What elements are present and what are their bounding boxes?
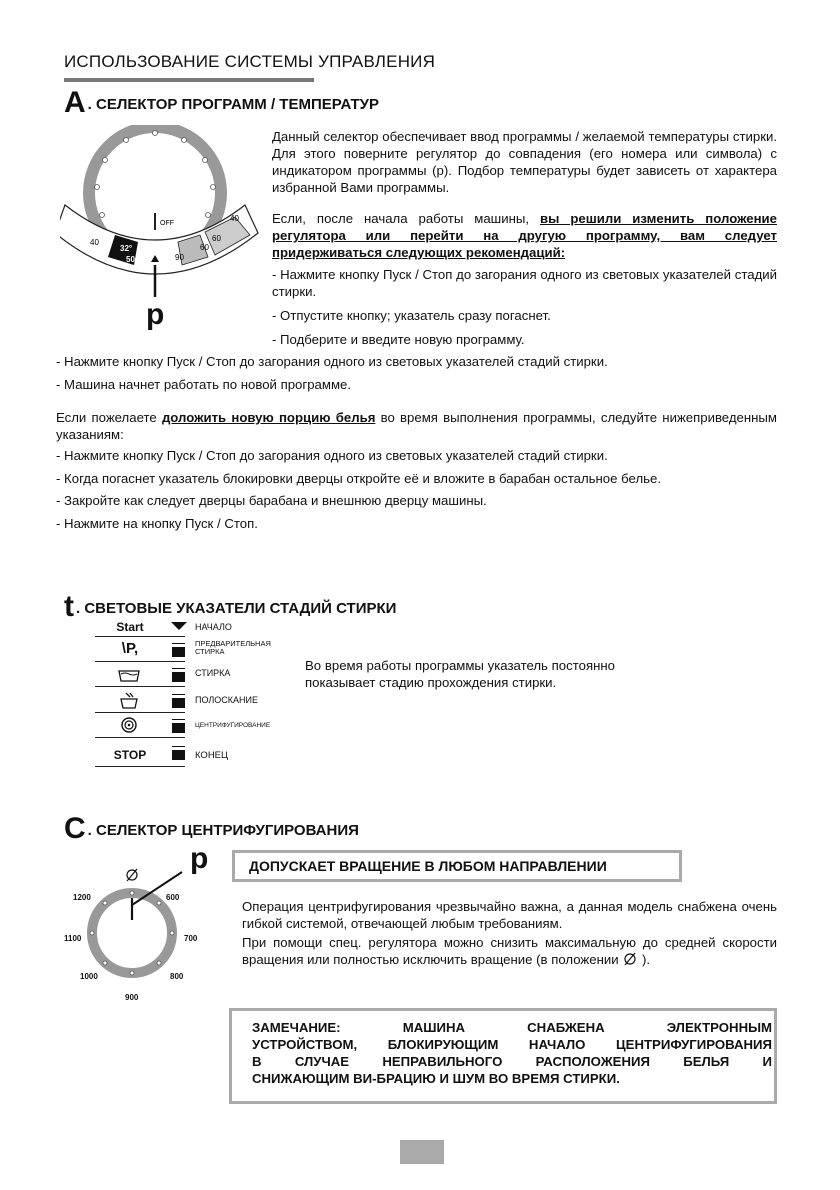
note-line-4: СНИЖАЮЩИМ ВИ-БРАЦИЮ И ШУМ ВО ВРЕМЯ СТИРКИ.	[252, 1071, 620, 1086]
prewash-icon: \P,	[121, 640, 139, 657]
section-c-para-2-text: При помощи спец. регулятора можно снизить максимальную до средней скорости вращения или полностью исключить вращение (в положении	[242, 935, 777, 967]
rinse-icon	[118, 691, 140, 709]
dial-label-60b: 60	[212, 234, 221, 243]
section-b-title: . СВЕТОВЫЕ УКАЗАТЕЛИ СТАДИЙ СТИРКИ	[76, 600, 397, 617]
section-b-description: Во время работы программы указатель постоянно показывает стадию прохождения стирки.	[305, 658, 615, 690]
stage-label-prewash: ПРЕДВАРИТЕЛЬНАЯ СТИРКА	[195, 639, 271, 656]
direction-box: ДОПУСКАЕТ ВРАЩЕНИЕ В ЛЮБОМ НАПРАВЛЕНИИ	[232, 850, 682, 882]
speed-label-800: 800	[170, 972, 184, 981]
note-line-3: В СЛУЧАЕ НЕПРАВИЛЬНОГО РАСПОЛОЖЕНИЯ БЕЛЬЯ И	[252, 1054, 772, 1069]
program-indicator-letter: p	[146, 298, 165, 331]
spin-lamp	[172, 723, 185, 733]
laundry-bullet-1: - Нажмите кнопку Пуск / Стоп до загорания одного из световых указателей стадий стирки.	[56, 448, 608, 463]
stage-label-wash: СТИРКА	[195, 668, 231, 678]
laundry-para	[56, 409, 777, 443]
section-a-bullet-5: - Машина начнет работать по новой программе.	[56, 377, 352, 392]
section-a-para-2-underlined: вы решили изменить положение регулятора или перейти на другую программу, вам следует придерживаться следующих рекомендаций:	[272, 211, 777, 260]
section-c-letter: C	[64, 812, 86, 845]
section-a-bullet-4: - Нажмите кнопку Пуск / Стоп до загорания одного из световых указателей стадий стирки.	[56, 354, 608, 369]
program-dial-diagram	[60, 125, 270, 340]
section-a-para-2-start: Если, после начала работы машины,	[272, 211, 530, 226]
section-a-bullet-2: - Отпустите кнопку; указатель сразу погаснет.	[272, 308, 551, 323]
section-a-para-1: Данный селектор обеспечивает ввод программы / желаемой температуры стирки. Для этого поверните регулятор до совпадения (его номера или символа) с индикатором программы (p). Подбор температуры будет зависеть от характера избранной Вами программы.	[272, 129, 777, 195]
stage-label-start: НАЧАЛО	[195, 622, 232, 632]
page-number-block	[400, 1140, 444, 1164]
end-lamp	[172, 750, 185, 760]
section-a-title: . СЕЛЕКТОР ПРОГРАММ / ТЕМПЕРАТУР	[87, 96, 380, 113]
laundry-para-start: Если пожелаете	[56, 410, 157, 425]
start-arrow-icon	[171, 622, 187, 631]
rinse-lamp	[172, 698, 185, 708]
speed-label-900: 900	[125, 993, 139, 1002]
laundry-para-end: во время выполнения программы, следуйте нижеприведенным указаниям:	[56, 410, 777, 442]
stage-label-rinse: ПОЛОСКАНИЕ	[195, 695, 258, 705]
speed-label-1200: 1200	[73, 893, 91, 902]
laundry-para-underlined: доложить новую порцию белья	[161, 410, 376, 425]
dial-label-40a: 40	[90, 238, 99, 247]
speed-label-700: 700	[184, 934, 198, 943]
stop-label: STOP	[113, 748, 147, 762]
section-c-para-2-end: ).	[641, 952, 651, 967]
note-line-2: УСТРОЙСТВОМ, БЛОКИРУЮЩИМ НАЧАЛО ЦЕНТРИФУГИРОВАНИЯ	[252, 1037, 772, 1052]
stage-label-spin: ЦЕНТРИФУГИРОВАНИЕ	[195, 722, 271, 729]
section-c-title: . СЕЛЕКТОР ЦЕНТРИФУГИРОВАНИЯ	[87, 822, 359, 839]
spin-indicator-letter: p	[190, 842, 209, 875]
speed-label-1000: 1000	[80, 972, 98, 981]
section-c-heading	[64, 812, 359, 846]
laundry-bullet-2: - Когда погаснет указатель блокировки дверцы откройте её и вложите в барабан остальное белье.	[56, 471, 662, 486]
speed-label-1100: 1100	[64, 934, 82, 943]
section-b-letter: t	[64, 590, 74, 623]
dial-label-50: 50	[126, 255, 135, 264]
start-label: Start	[116, 620, 144, 634]
wash-tub-icon	[117, 668, 141, 682]
laundry-bullet-4: - Нажмите на кнопку Пуск / Стоп.	[56, 516, 258, 531]
section-a-bullet-3: - Подберите и введите новую программу.	[272, 332, 525, 347]
page-title: ИСПОЛЬЗОВАНИЕ СИСТЕМЫ УПРАВЛЕНИЯ	[64, 52, 436, 71]
section-c-para-1: Операция центрифугирования чрезвычайно важна, а данная модель снабжена очень гибкой системой, отвечающей любым требованиям.	[242, 899, 777, 931]
section-a-heading	[64, 86, 379, 120]
prewash-lamp	[172, 647, 185, 657]
section-a-para-2	[272, 210, 777, 261]
dial-label-off: OFF	[160, 220, 174, 227]
note-line-1: ЗАМЕЧАНИЕ: МАШИНА СНАБЖЕНА ЭЛЕКТРОННЫМ	[252, 1020, 772, 1035]
spin-icon	[121, 717, 137, 733]
title-underline	[64, 78, 314, 82]
stage-label-end: КОНЕЦ	[195, 750, 229, 761]
section-a-letter: A	[64, 86, 86, 119]
dial-label-32: 32°	[120, 244, 133, 253]
no-spin-inline-icon	[622, 952, 638, 966]
laundry-bullet-3: - Закройте как следует дверцы барабана и внешнюю дверцу машины.	[56, 493, 487, 508]
speed-label-600: 600	[166, 893, 180, 902]
section-c-para-2	[242, 934, 777, 968]
wash-lamp	[172, 672, 185, 682]
dial-label-60a: 60	[200, 243, 209, 252]
section-a-bullet-1: - Нажмите кнопку Пуск / Стоп до загорания одного из световых указателей стадий стирки.	[272, 267, 777, 299]
dial-label-40b: 40	[230, 214, 239, 223]
dial-label-90: 90	[175, 253, 184, 262]
note-text	[252, 1019, 772, 1087]
